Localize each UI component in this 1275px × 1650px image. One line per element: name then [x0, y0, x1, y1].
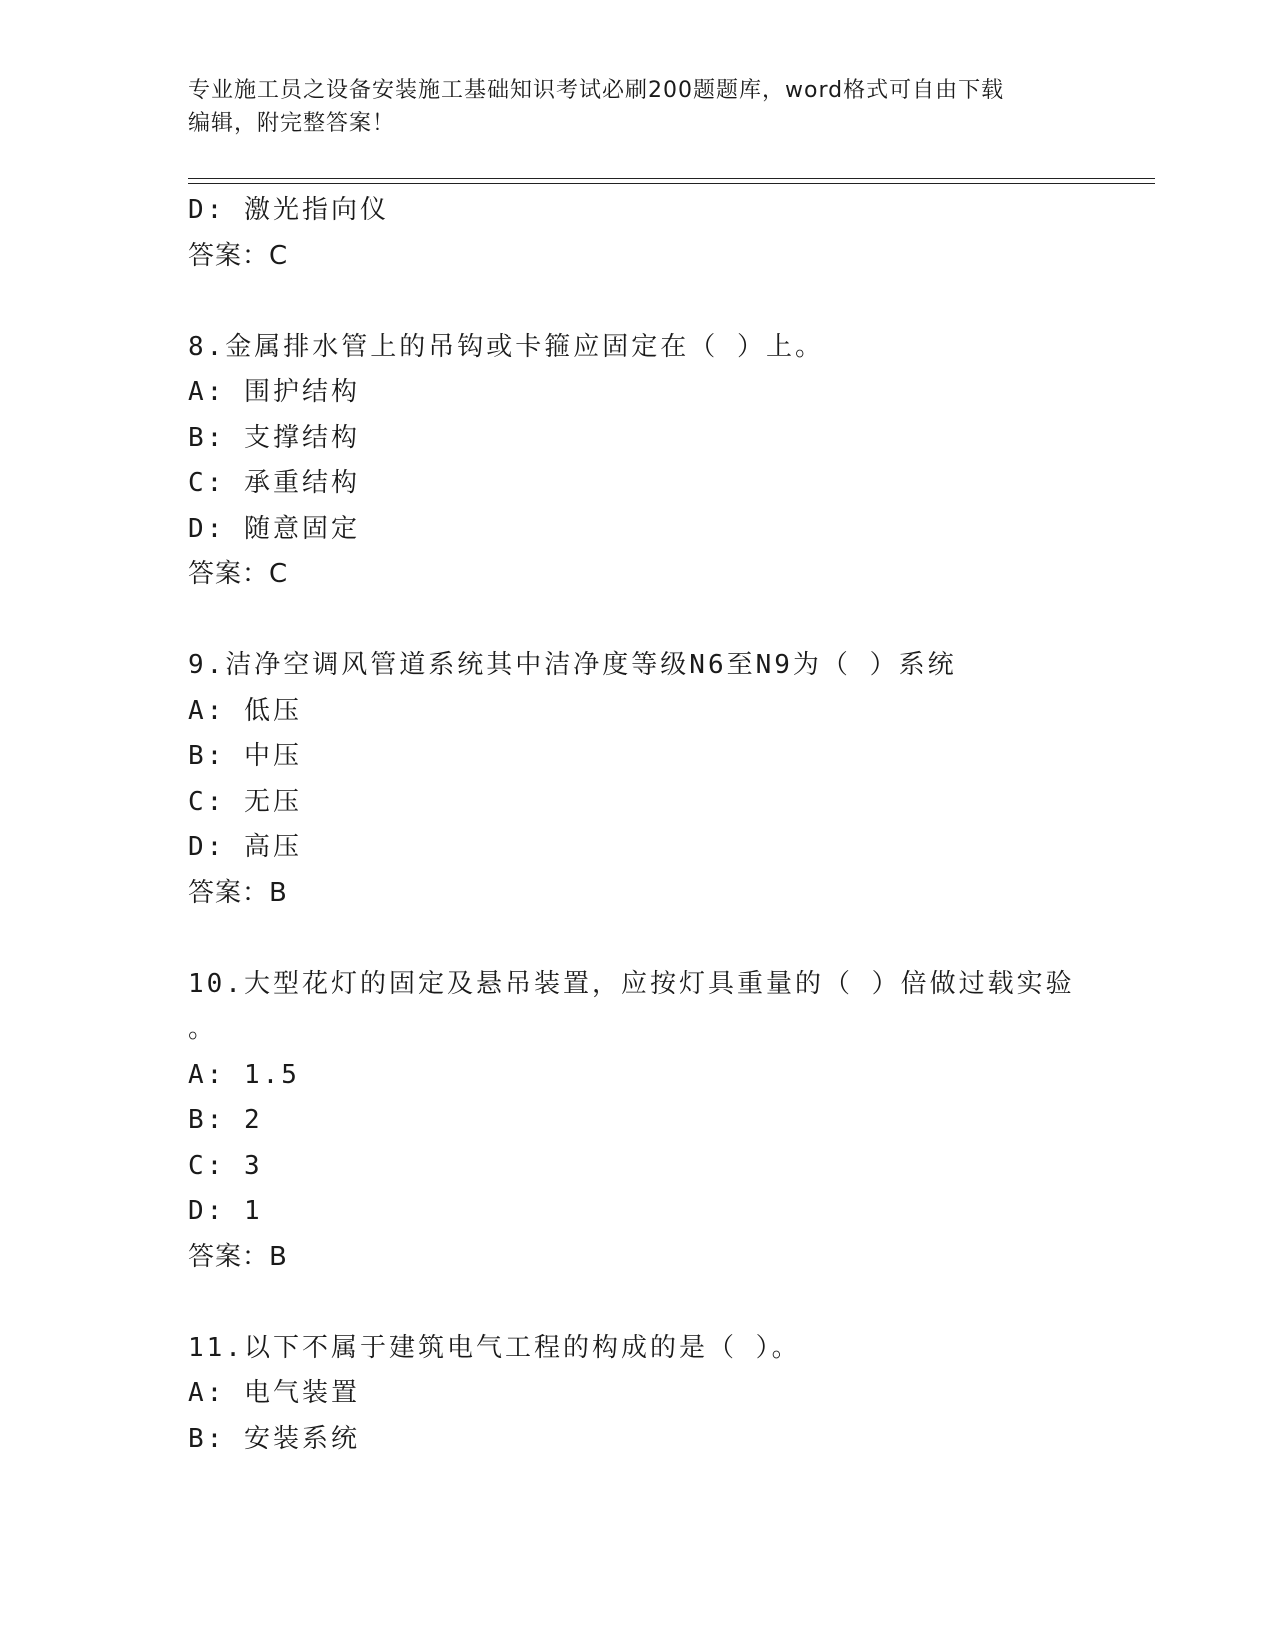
spacer — [188, 279, 1088, 325]
document-header — [188, 74, 1068, 140]
option-line: A: 1.5 — [188, 1059, 300, 1090]
option-line: B: 安装系统 — [188, 1423, 360, 1454]
header-line-2: 编辑，附完整答案！ — [188, 111, 396, 136]
option-line: D: 高压 — [188, 832, 302, 862]
option-line: B: 2 — [188, 1105, 263, 1135]
answer-line: 答案：C — [188, 240, 289, 271]
spacer — [188, 916, 1088, 962]
answer-line: 答案：B — [188, 877, 288, 908]
option-line: D: 随意固定 — [188, 513, 360, 544]
option-line: C: 承重结构 — [188, 468, 360, 498]
option-line: A: 低压 — [188, 695, 302, 726]
header-line-1: 专业施工员之设备安装施工基础知识考试必刷200题题库，word格式可自由下载 — [188, 78, 1005, 103]
question-text: 10.大型花灯的固定及悬吊装置，应按灯具重量的（ ）倍做过载实验 — [188, 968, 1075, 999]
header-divider-top — [188, 178, 1155, 179]
spacer — [188, 598, 1088, 644]
option-line: D: 1 — [188, 1196, 263, 1226]
answer-line: 答案：C — [188, 559, 289, 589]
spacer — [188, 1280, 1088, 1326]
question-list — [188, 188, 1088, 1462]
option-line: C: 3 — [188, 1150, 263, 1181]
header-divider-bottom — [188, 183, 1155, 184]
option-line: C: 无压 — [188, 786, 302, 817]
question-text: 9.洁净空调风管道系统其中洁净度等级N6至N9为（ ）系统 — [188, 650, 957, 680]
option-line: A: 围护结构 — [188, 377, 360, 407]
option-line: D: 激光指向仪 — [188, 195, 389, 225]
answer-line: 答案：B — [188, 1241, 288, 1272]
option-line: B: 中压 — [188, 741, 302, 771]
option-line: B: 支撑结构 — [188, 422, 360, 453]
question-text: 8.金属排水管上的吊钩或卡箍应固定在（ ）上。 — [188, 331, 824, 362]
question-text: 。 — [188, 1014, 218, 1044]
option-line: A: 电气装置 — [188, 1378, 360, 1408]
question-text: 11.以下不属于建筑电气工程的构成的是（ ）。 — [188, 1332, 801, 1363]
